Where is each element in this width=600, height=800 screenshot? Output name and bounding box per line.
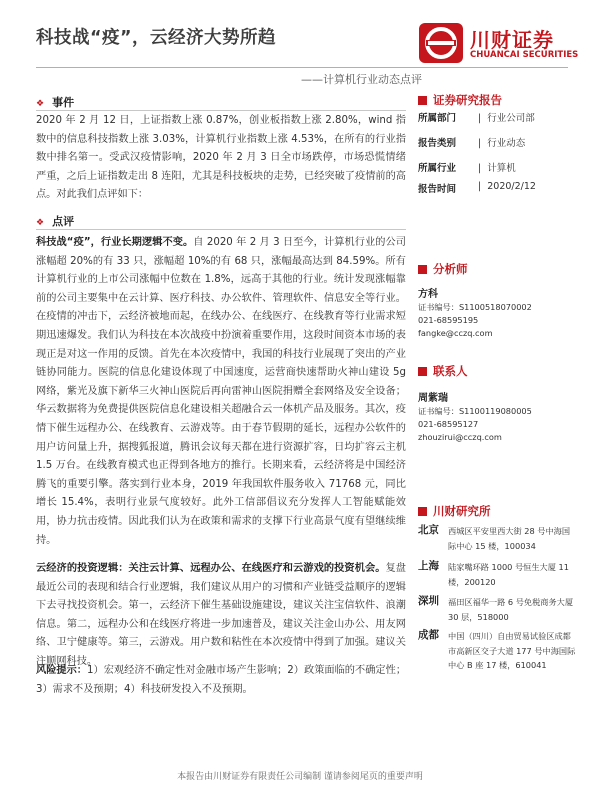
event-divider — [36, 110, 406, 111]
analyst-name: 方科 — [418, 289, 438, 300]
red-square-icon — [418, 96, 427, 105]
contact-name: 周紫瑞 — [418, 393, 448, 404]
office-city-chengdu: 成都 — [418, 629, 439, 641]
logo-mark-icon — [418, 22, 464, 64]
logo-english-text: CHUANCAI SECURITIES — [470, 50, 579, 60]
red-square-icon — [418, 265, 427, 274]
info-row: 报告时间 | 2020/2/12 — [418, 181, 536, 195]
office-address-chengdu: 中国（四川）自由贸易试验区成都市高新区交子大道 177 号中海国际中心 B 座 17 楼，610041 — [448, 631, 576, 671]
sidebar-report-title: 证券研究报告 — [418, 92, 502, 108]
contact-heading: 联系人 — [418, 363, 468, 379]
analyst-phone: 021-68595195 — [418, 315, 479, 325]
info-row: 报告类别 | 行业动态 — [418, 138, 526, 149]
event-paragraph: 2020 年 2 月 12 日，上证指数上涨 0.87%，创业板指数上涨 2.80%，wind 指数中的信息科技指数上涨 3.03%，计算机行业指数上涨 4.53%，在所有的行业指数中排名第一。受武汉疫情影响，2020 年 2 月 3 日全市场跌停，市场恐慌情绪严重，之后上证指数走出 8 连阳，尤其是科技板块的走势，已经突破了疫情前的高点。对此我们点评如下： — [36, 115, 406, 201]
office-address-shanghai: 陆家嘴环路 1000 号恒生大厦 11 楼，200120 — [448, 562, 569, 587]
risk-paragraph: 风险提示：1）宏观经济不确定性对金融市场产生影响；2）政策面临的不确定性；3）需求不及预期；4）科技研发投入不及预期。 — [36, 665, 407, 695]
company-logo — [418, 22, 588, 64]
paragraph-lead: 云经济的投资逻辑：关注云计算、远程办公、在线医疗和云游戏的投资机会。 — [36, 563, 386, 574]
office-address-shenzhen: 福田区福华一路 6 号免税商务大厦 30 层，518000 — [448, 597, 574, 622]
risk-lead: 风险提示： — [36, 665, 88, 676]
event-heading: ❖ 事件 — [36, 96, 75, 109]
contact-email[interactable]: zhouzirui@cczq.com — [418, 432, 502, 442]
contact-phone: 021-68595127 — [418, 419, 479, 429]
analyst-cert: 证书编号：S1100518070002 — [418, 302, 532, 312]
analyst-email[interactable]: fangke@cczq.com — [418, 328, 493, 338]
diamond-bullet-icon: ❖ — [36, 99, 45, 109]
red-square-icon — [418, 507, 427, 516]
paragraph-lead: 科技战“疫”，行业长期逻辑不变。 — [36, 237, 194, 248]
header-divider — [36, 67, 568, 68]
analyst-heading: 分析师 — [418, 261, 468, 277]
diamond-bullet-icon: ❖ — [36, 218, 45, 228]
logo-chinese-text: 川财证券 — [470, 28, 554, 52]
comment-paragraph-2: 云经济的投资逻辑：关注云计算、远程办公、在线医疗和云游戏的投资机会。复盘最近公司的表现和结合行业逻辑，我们建议从用户的习惯和产业链受益顺序的逻辑下去寻找投资机会。第一，云经济下催生基础设施建设，建议关注宝信软件、浪潮信息。第二，远程办公和在线医疗将进一步加速普及，建议关注金山办公、用友网络、卫宁健康等。第三，云游戏。用户数和粘性在本次疫情中得到了加强。建议关注顺网科技。 — [36, 563, 406, 667]
report-title: 科技战“疫”，云经济大势所趋 — [36, 28, 277, 48]
office-address-beijing: 西城区平安里西大街 28 号中海国际中心 15 楼，100034 — [448, 526, 571, 551]
office-city-shenzhen: 深圳 — [418, 595, 439, 607]
page-footer: 本报告由川财证券有限责任公司编制 谨请参阅尾页的重要声明 — [177, 772, 423, 782]
office-city-beijing: 北京 — [418, 524, 439, 536]
comment-heading: ❖ 点评 — [36, 215, 75, 228]
info-row: 所属行业 | 计算机 — [418, 163, 516, 174]
comment-divider — [36, 229, 406, 230]
red-square-icon — [418, 367, 427, 376]
contact-cert: 证书编号：S1100119080005 — [418, 406, 532, 416]
office-city-shanghai: 上海 — [418, 560, 439, 572]
comment-paragraph-1: 科技战“疫”，行业长期逻辑不变。自 2020 年 2 月 3 日至今，计算机行业的公司涨幅超 20%的有 33 只，涨幅超 10%的有 68 只，涨幅最高达到 84.59%。所有计算机行业的上市公司涨幅中位数在 1.8%，远高于其他的行业。统计发现涨幅靠前的公司主要集中在云计算、医疗科技、办公软件、管理软件、信息安全等行业。在疫情的冲击下，云经济被地而起，在线办公、在线医疗、在线教育等行业需求短期迅速爆发。我们认为科技在本次战疫中扮演着重要作用，这段时间资本市场的表现正是对这一作用的反馈。首先在本次疫情中，我国的科技行业展现了突出的产业链协同能力。医院的信息化建设体现了中国速度，运营商快速帮助火神山建设 5g 网络，紫光及旗下新华三火神山医院后再向雷神山医院捐赠全套网络及安全设备；华云数据将为免费提供医院信息化建设相关超融合云一体机产品及服务。其次，疫情下催生远程办公、在线教育、云游戏等。由于春节假期的延长，远程办公软件的用户访问量上升，据搜狐报道，腾讯会议每天都在进行资源扩容，日均扩容云主机 1.5 万台。在线教育模式也正得到各地方的推行。长期来看，云经济将是中国经济腾飞的重要引擎。落实到行业本身，2019 年我国软件服务收入 71768 元，同比增长 15.4%，表明行业景气度较好。此外工信部倡议充分发挥人工智能赋能效用，协力抗击疫情。因此我们认为在政策和需求的支撑下行业高景气度有望继续维持。 — [36, 237, 406, 546]
institute-heading: 川财研究所 — [418, 503, 491, 519]
report-subtitle: ——计算机行业动态点评 — [301, 73, 422, 86]
info-row: 所属部门 | 行业公司部 — [418, 113, 535, 124]
